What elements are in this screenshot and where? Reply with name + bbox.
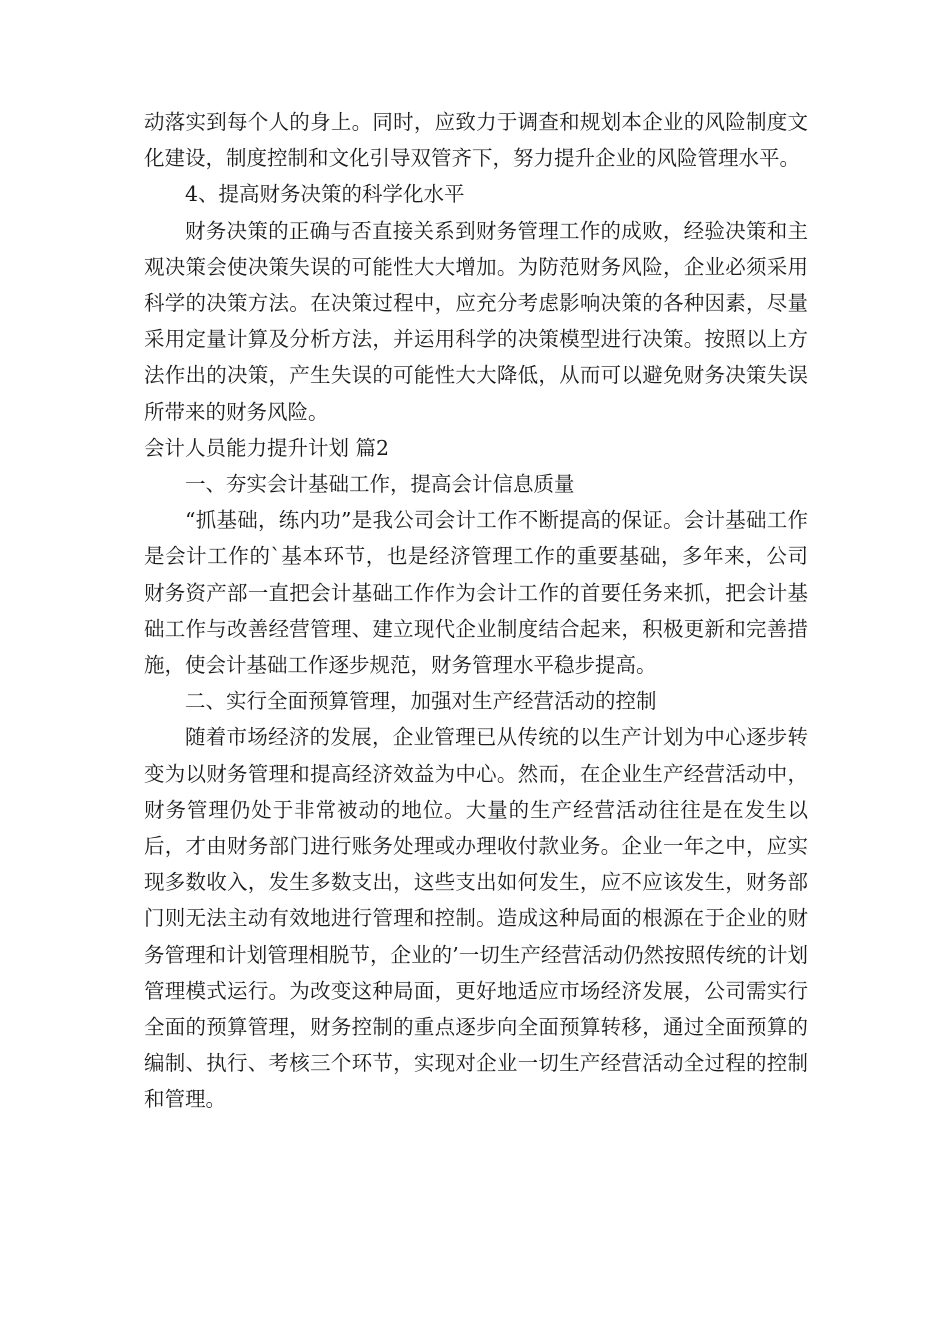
subheading-4: 4、提高财务决策的科学化水平: [185, 182, 465, 207]
section-title: 会计人员能力提升计划 篇2: [144, 435, 390, 460]
paragraph-continued: 动落实到每个人的身上。同时，应致力于调查和规划本企业的风险制度文化建设，制度控制和文化引导双管齐下，努力提升企业的风险管理水平。: [144, 110, 808, 171]
subheading-1: 一、夯实会计基础工作，提高会计信息质量: [185, 472, 575, 497]
paragraph: 随着市场经济的发展，企业管理已从传统的以生产计划为中心逐步转变为以财务管理和提高经济效益为中心。然而，在企业生产经营活动中，财务管理仍处于非常被动的地位。大量的生产经营活动往往是在发生以后，才由财务部门进行账务处理或办理收付款业务。企业一年之中，应实现多数收入，发生多数支出，这些支出如何发生，应不应该发生，财务部门则无法主动有效地进行管理和控制。造成这种局面的根源在于企业的财务管理和计划管理相脱节，企业的’一切生产经营活动仍然按照传统的计划管理模式运行。为改变这种局面，更好地适应市场经济发展，公司需实行全面的预算管理，财务控制的重点逐步向全面预算转移，通过全面预算的编制、执行、考核三个环节，实现对企业一切生产经营活动全过程的控制和管理。: [144, 725, 808, 1112]
paragraph: “抓基础，练内功”是我公司会计工作不断提高的保证。会计基础工作是会计工作的`基本环节，也是经济管理工作的重要基础，多年来，公司财务资产部一直把会计基础工作作为会计工作的首要任务来抓，把会计基础工作与改善经营管理、建立现代企业制度结合起来，积极更新和完善措施，使会计基础工作逐步规范，财务管理水平稳步提高。: [144, 508, 808, 678]
document-page: [144, 104, 808, 1118]
subheading-2: 二、实行全面预算管理，加强对生产经营活动的控制: [185, 689, 657, 714]
paragraph: 财务决策的正确与否直接关系到财务管理工作的成败，经验决策和主观决策会使决策失误的可能性大大增加。为防范财务风险，企业必须采用科学的决策方法。在决策过程中，应充分考虑影响决策的各种因素，尽量采用定量计算及分析方法，并运用科学的决策模型进行决策。按照以上方法作出的决策，产生失误的可能性大大降低，从而可以避免财务决策失误所带来的财务风险。: [144, 218, 808, 424]
